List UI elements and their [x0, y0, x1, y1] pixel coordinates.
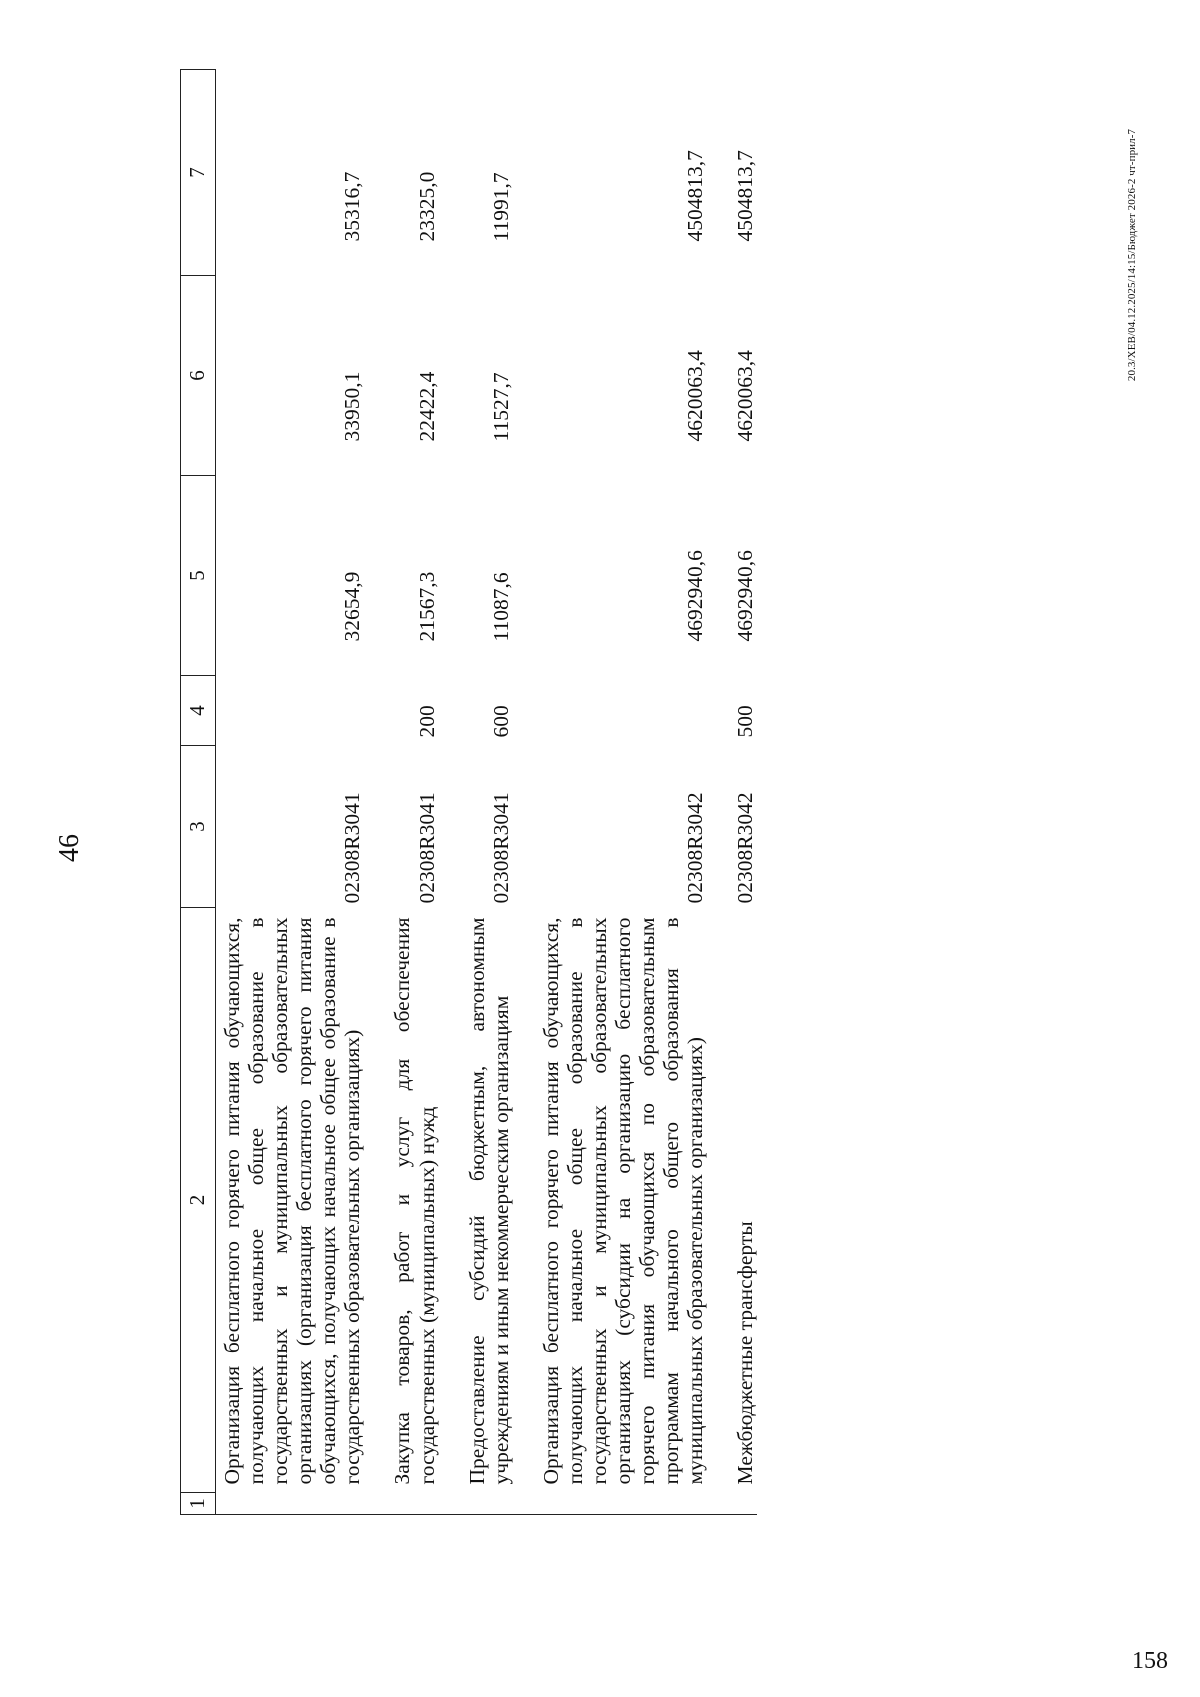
budget-table — [180, 69, 757, 1515]
row-target-code: 02308R3042 — [683, 792, 708, 904]
table-header-row — [181, 70, 216, 1515]
row-value-col7: 23325,0 — [414, 171, 439, 242]
column-header-4: 4 — [181, 676, 216, 746]
document-footer-code: 20.3/ХЕВ/04.12.2025/14:15/Бюджет 2026-2 чт-прил-7 — [1126, 128, 1138, 382]
row-expense-kind: 500 — [733, 705, 758, 738]
row-description: Организация бесплатного горячего питания обучающихся, получающих начальное общее образование в государственных и муниципальных образовательных организациях (организация бесплатного горячего питания обучающихся, получающих начальное общее образование в государственных образовательных организациях) — [220, 917, 365, 1485]
row-target-code: 02308R3041 — [340, 792, 365, 904]
table-row — [465, 70, 513, 1515]
row-value-col5: 4692940,6 — [683, 550, 708, 642]
table-row — [539, 70, 708, 1515]
row-value-col6: 4620063,4 — [683, 350, 708, 442]
row-expense-kind: 600 — [488, 705, 513, 738]
sheet-number: 158 — [1132, 1648, 1168, 1674]
column-header-6: 6 — [181, 276, 216, 476]
column-header-5: 5 — [181, 476, 216, 676]
row-value-col5: 11087,6 — [488, 572, 513, 642]
row-value-col6: 22422,4 — [414, 371, 439, 442]
column-header-2: 2 — [181, 908, 216, 1493]
row-value-col6: 33950,1 — [340, 371, 365, 442]
row-target-code: 02308R3041 — [414, 792, 439, 904]
row-value-col7: 35316,7 — [340, 171, 365, 242]
column-header-1: 1 — [181, 1493, 216, 1515]
budget-table-rotated — [180, 70, 1010, 1515]
row-value-col5: 4692940,6 — [733, 550, 758, 642]
row-value-col5: 32654,9 — [340, 571, 365, 642]
row-value-col7: 4504813,7 — [683, 150, 708, 242]
row-value-col7: 4504813,7 — [733, 150, 758, 242]
table-row — [733, 70, 757, 1515]
row-target-code: 02308R3042 — [733, 792, 758, 904]
page-number: 46 — [54, 834, 85, 862]
table-row — [216, 70, 365, 1515]
column-header-7: 7 — [181, 70, 216, 276]
row-value-col6: 11527,7 — [488, 372, 513, 442]
row-description: Организация бесплатного горячего питания обучающихся, получающих начальное общее образование в государственных и муниципальных образовательных организациях (субсидии на организацию бесплатного горячего питания обучающихся по образовательным программам начального общего образования в муниципальных образовательных организациях) — [538, 917, 708, 1485]
row-expense-kind — [539, 676, 708, 746]
row-value-col7: 11991,7 — [488, 172, 513, 242]
row-target-code: 02308R3041 — [488, 792, 513, 904]
table-row — [390, 70, 438, 1515]
row-expense-kind: 200 — [414, 705, 439, 738]
row-expense-kind — [216, 676, 365, 746]
row-description: Закупка товаров, работ и услуг для обеспечения государственных (муниципальных) нужд — [390, 917, 439, 1485]
column-header-3: 3 — [181, 746, 216, 908]
row-value-col6: 4620063,4 — [733, 350, 758, 442]
row-description: Предоставление субсидий бюджетным, автономным учреждениям и иным некоммерческим организациям — [464, 917, 513, 1485]
row-value-col5: 21567,3 — [414, 571, 439, 642]
row-description: Межбюджетные трансферты — [733, 1221, 758, 1485]
